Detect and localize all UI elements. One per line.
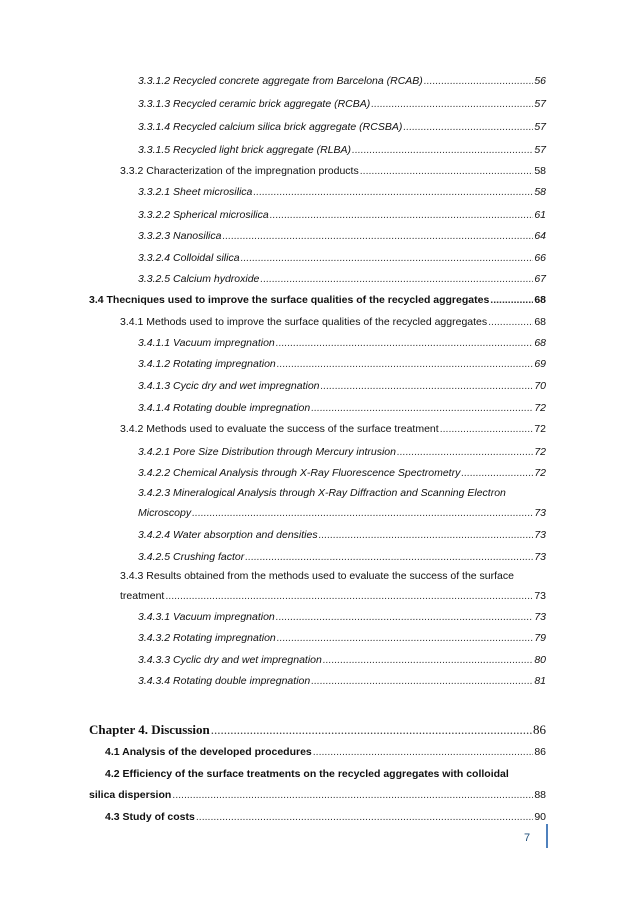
toc-entry[interactable] [138, 75, 546, 88]
toc-leader [277, 632, 534, 645]
toc-entry-page: 70 [534, 380, 546, 392]
toc-entry-title: 3.3.2 Characterization of the impregnation products [120, 165, 359, 177]
toc-entry-title: 4.1 Analysis of the developed procedures [105, 746, 312, 758]
toc-entry[interactable] [138, 144, 546, 157]
toc-entry[interactable] [138, 273, 546, 286]
toc-entry-page: 67 [534, 273, 546, 285]
toc-section-entry[interactable] [89, 789, 546, 802]
toc-section-entry[interactable] [89, 294, 546, 307]
toc-entry[interactable] [138, 675, 546, 688]
toc-leader [311, 402, 533, 415]
toc-entry[interactable] [138, 186, 546, 199]
toc-entry[interactable] [138, 402, 546, 415]
toc-entry[interactable] [138, 209, 546, 222]
toc-entry-title: 3.3.1.5 Recycled light brick aggregate (RLBA) [138, 144, 352, 156]
toc-entry-title: 3.4.3.4 Rotating double impregnation [138, 675, 311, 687]
toc-section-entry-continued[interactable] [105, 768, 509, 781]
toc-entry-title: 3.4 Thecniques used to improve the surface qualities of the recycled aggregates [89, 294, 490, 306]
toc-leader [241, 252, 534, 265]
toc-entry-page: 66 [534, 252, 546, 264]
toc-entry[interactable] [138, 230, 546, 243]
toc-entry-page: 72 [534, 446, 546, 458]
toc-leader [360, 165, 534, 178]
toc-leader [352, 144, 533, 157]
toc-entry-page: 58 [534, 186, 546, 198]
toc-entry-title: 3.3.1.3 Recycled ceramic brick aggregate (RCBA) [138, 98, 371, 110]
toc-entry-continued[interactable] [120, 570, 514, 583]
toc-entry-title: 3.3.1.2 Recycled concrete aggregate from Barcelona (RCAB) [138, 75, 423, 87]
toc-entry-title: silica dispersion [89, 789, 172, 801]
toc-entry[interactable] [138, 529, 546, 542]
toc-entry-title: 3.4.2.1 Pore Size Distribution through Mercury intrusion [138, 446, 396, 458]
toc-section-entry[interactable] [105, 746, 546, 759]
toc-entry-title: 4.2 Efficiency of the surface treatments on the recycled aggregates with colloidal [105, 768, 509, 780]
toc-entry-title: 3.3.1.4 Recycled calcium silica brick aggregate (RCSBA) [138, 121, 403, 133]
toc-entry-title: Microscopy [138, 507, 192, 519]
toc-chapter-entry[interactable] [89, 723, 546, 736]
toc-entry-title: 3.3.2.4 Colloidal silica [138, 252, 240, 264]
toc-entry[interactable] [120, 423, 546, 436]
toc-entry-page: 73 [534, 590, 546, 602]
toc-entry-page: 86 [533, 722, 546, 737]
toc-leader [192, 507, 533, 520]
toc-entry-title: 3.3.2.1 Sheet microsilica [138, 186, 253, 198]
toc-entry-title: 3.3.2.5 Calcium hydroxide [138, 273, 260, 285]
toc-entry[interactable] [138, 632, 546, 645]
toc-entry-page: 72 [534, 402, 546, 414]
page-number: 7 [524, 832, 531, 844]
toc-leader [222, 230, 533, 243]
toc-leader [253, 186, 533, 199]
toc-leader [211, 723, 532, 736]
toc-entry-title: 3.4.3.2 Rotating impregnation [138, 632, 276, 644]
toc-entry-page: 64 [534, 230, 546, 242]
toc-entry[interactable] [138, 507, 546, 520]
toc-entry-page: 79 [534, 632, 546, 644]
toc-leader [371, 98, 533, 111]
toc-entry-page: 73 [534, 507, 546, 519]
page-number-rule [546, 824, 548, 848]
toc-entry[interactable] [138, 654, 546, 667]
toc-entry-page: 68 [534, 316, 546, 328]
toc-section-entry[interactable] [105, 811, 546, 824]
toc-entry-page: 57 [534, 121, 546, 133]
toc-entry[interactable] [138, 337, 546, 350]
toc-leader [403, 121, 533, 134]
toc-entry-title: 3.3.2.2 Spherical microsilica [138, 209, 269, 221]
toc-entry-title: 3.4.1.3 Cycic dry and wet impregnation [138, 380, 320, 392]
toc-entry-page: 73 [534, 529, 546, 541]
toc-entry-page: 72 [534, 467, 546, 479]
toc-entry-title: 3.4.1 Methods used to improve the surface qualities of the recycled aggregates [120, 316, 488, 328]
toc-entry[interactable] [138, 98, 546, 111]
toc-entry-title: 4.3 Study of costs [105, 811, 195, 823]
toc-leader [313, 746, 534, 759]
toc-leader [277, 358, 534, 371]
toc-entry-title: 3.3.2.3 Nanosilica [138, 230, 222, 242]
toc-leader [196, 811, 533, 824]
toc-entry-title: 3.4.2.3 Mineralogical Analysis through X-Ray Diffraction and Scanning Electron [138, 487, 506, 499]
toc-entry-title: treatment [120, 590, 165, 602]
toc-leader [440, 423, 534, 436]
toc-leader [276, 611, 534, 624]
toc-entry-page: 73 [534, 611, 546, 623]
toc-leader [321, 380, 534, 393]
toc-entry-title: Chapter 4. Discussion [89, 722, 210, 737]
toc-entry[interactable] [138, 446, 546, 459]
toc-leader [276, 337, 534, 350]
toc-leader [172, 789, 533, 802]
toc-entry-page: 68 [534, 294, 546, 306]
toc-leader [319, 529, 534, 542]
toc-entry-title: 3.4.1.2 Rotating impregnation [138, 358, 276, 370]
toc-entry-page: 57 [534, 144, 546, 156]
toc-entry[interactable] [138, 380, 546, 393]
toc-leader [488, 316, 533, 329]
toc-leader [270, 209, 534, 222]
toc-leader [165, 590, 533, 603]
toc-entry-page: 73 [534, 551, 546, 563]
toc-entry[interactable] [138, 467, 546, 480]
toc-entry[interactable] [138, 252, 546, 265]
toc-entry-page: 56 [534, 75, 546, 87]
toc-entry-title: 3.4.2.2 Chemical Analysis through X-Ray Fluorescence Spectrometry [138, 467, 461, 479]
toc-entry-title: 3.4.1.4 Rotating double impregnation [138, 402, 311, 414]
toc-leader [490, 294, 533, 307]
toc-entry[interactable] [120, 590, 546, 603]
toc-entry[interactable] [138, 358, 546, 371]
toc-leader [260, 273, 533, 286]
toc-entry-page: 88 [534, 789, 546, 801]
toc-leader [461, 467, 533, 480]
toc-entry-title: 3.4.3.3 Cyclic dry and wet impregnation [138, 654, 322, 666]
toc-entry-page: 58 [534, 165, 546, 177]
toc-entry[interactable] [138, 611, 546, 624]
toc-entry-title: 3.4.2.4 Water absorption and densities [138, 529, 318, 541]
toc-leader [397, 446, 533, 459]
toc-leader [245, 551, 533, 564]
toc-entry-title: 3.4.3 Results obtained from the methods used to evaluate the success of the surface [120, 570, 514, 582]
toc-entry-page: 72 [534, 423, 546, 435]
toc-entry[interactable] [138, 121, 546, 134]
toc-entry[interactable] [120, 165, 546, 178]
toc-entry-page: 81 [534, 675, 546, 687]
toc-entry-title: 3.4.1.1 Vacuum impregnation [138, 337, 275, 349]
toc-leader [424, 75, 534, 88]
toc-entry-page: 61 [534, 209, 546, 221]
toc-entry-page: 68 [534, 337, 546, 349]
toc-entry-page: 90 [534, 811, 546, 823]
toc-leader [311, 675, 533, 688]
toc-leader [323, 654, 533, 667]
toc-entry-continued[interactable] [138, 487, 506, 500]
toc-entry-page: 80 [534, 654, 546, 666]
toc-entry-title: 3.4.2.5 Crushing factor [138, 551, 245, 563]
toc-entry-title: 3.4.2 Methods used to evaluate the success of the surface treatment [120, 423, 439, 435]
toc-entry-page: 86 [534, 746, 546, 758]
toc-entry-page: 69 [534, 358, 546, 370]
toc-entry-title: 3.4.3.1 Vacuum impregnation [138, 611, 275, 623]
toc-entry[interactable] [120, 316, 546, 329]
toc-entry-page: 57 [534, 98, 546, 110]
toc-entry[interactable] [138, 551, 546, 564]
